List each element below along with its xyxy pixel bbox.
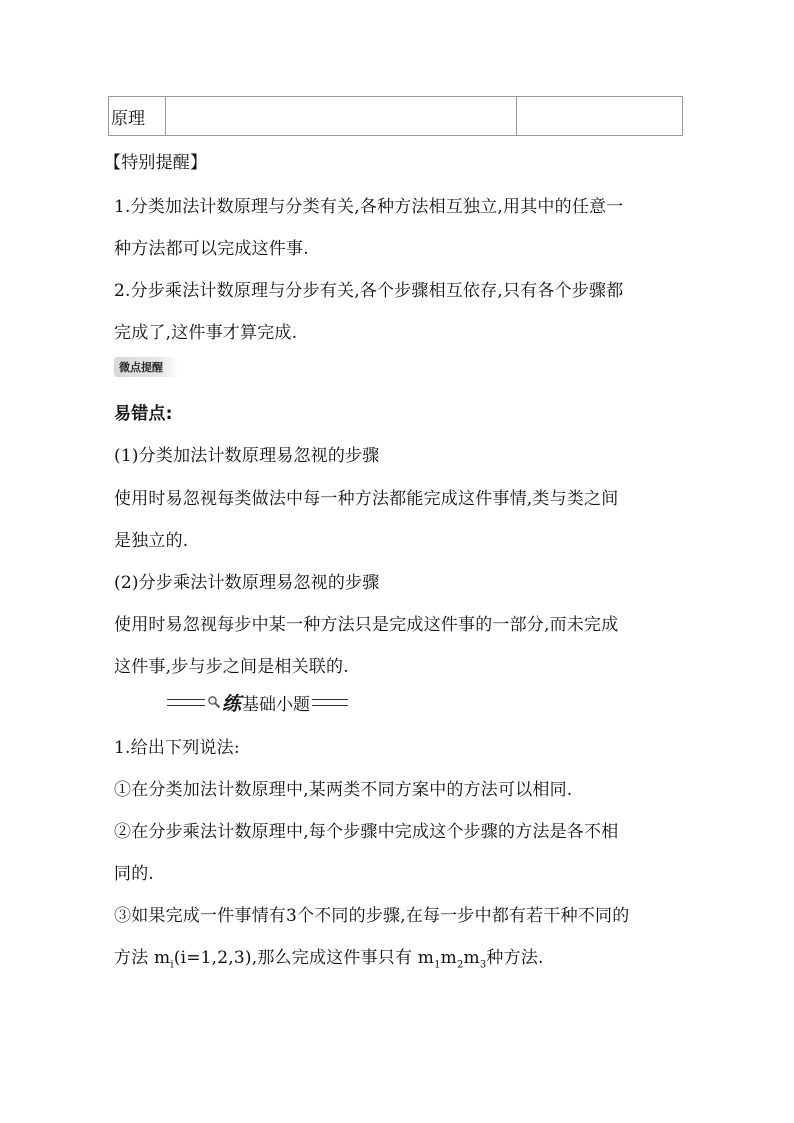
table-row-label: 原理: [109, 97, 166, 135]
text-fragment: 方法 m: [114, 948, 171, 968]
section-title: 基础小题: [242, 694, 311, 715]
error-line-5: 使用时易忽视每步中某一种方法只是完成这件事的一部分,而未完成: [114, 615, 619, 635]
tip-line-2: 种方法都可以完成这件事.: [114, 239, 309, 259]
tip-line-1: 1.分类加法计数原理与分类有关,各种方法相互独立,用其中的任意一: [114, 197, 624, 217]
statement-3-line-1: ③如果完成一件事情有3个不同的步骤,在每一步中都有若干种不同的: [114, 906, 630, 926]
error-line-2: 使用时易忽视每类做法中每一种方法都能完成这件事情,类与类之间: [114, 489, 619, 509]
question-intro: 1.给出下列说法:: [114, 738, 240, 758]
statement-1: ①在分类加法计数原理中,某两类不同方案中的方法可以相同.: [114, 780, 573, 800]
error-line-3: 是独立的.: [114, 531, 189, 551]
tip-line-3: 2.分步乘法计数原理与分步有关,各个步骤相互依存,只有各个步骤都: [114, 281, 624, 301]
table-cell-empty-2: [517, 97, 682, 135]
section-rule-left: [167, 699, 205, 706]
table-cell-empty-1: [166, 97, 517, 135]
magnifier-icon: [207, 695, 221, 709]
tip-heading: 【特别提醒】: [104, 153, 208, 173]
principle-table: [108, 96, 683, 136]
statement-2-line-2: 同的.: [114, 864, 155, 884]
error-heading: 易错点:: [114, 404, 173, 424]
error-line-6: 这件事,步与步之间是相关联的.: [114, 657, 349, 677]
error-line-1: (1)分类加法计数原理易忽视的步骤: [114, 446, 380, 466]
text-fragment: m: [463, 948, 480, 968]
statement-2-line-1: ②在分步乘法计数原理中,每个步骤中完成这个步骤的方法是各不相: [114, 822, 619, 842]
text-fragment: 种方法.: [486, 948, 544, 968]
section-char: 练: [222, 692, 242, 715]
subscript-2: 2: [456, 959, 464, 971]
error-line-4: (2)分步乘法计数原理易忽视的步骤: [114, 573, 380, 593]
subscript-i: i: [170, 959, 174, 971]
section-header: [167, 690, 348, 714]
text-fragment: (i=1,2,3),那么完成这件事只有 m: [173, 948, 435, 968]
statement-3-line-2: [114, 943, 544, 970]
tip-line-4: 完成了,这件事才算完成.: [114, 323, 298, 343]
subscript-3: 3: [479, 959, 487, 971]
section-rule-right: [312, 699, 348, 706]
text-fragment: m: [440, 948, 457, 968]
subscript-1: 1: [434, 959, 441, 971]
tip-badge: 微点提醒: [114, 357, 178, 377]
